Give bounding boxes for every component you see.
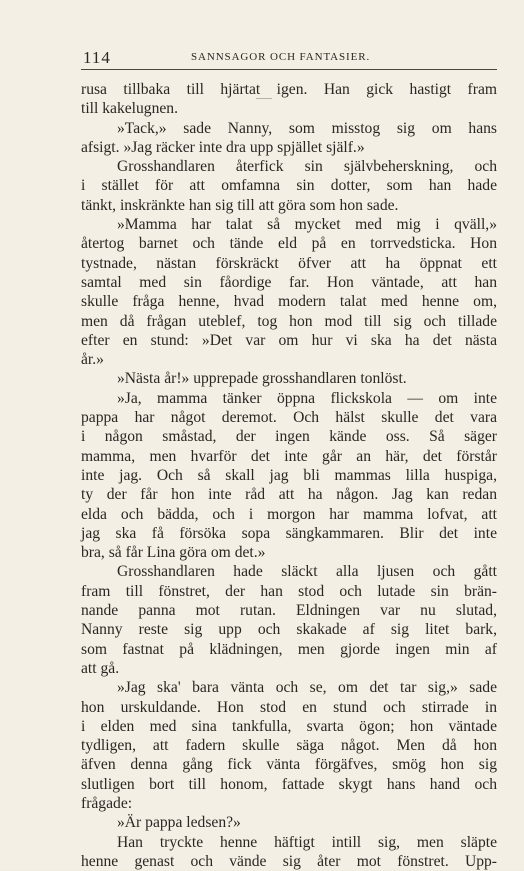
text-line: pappa har något deremot. Och hälst skulle det vara bbox=[81, 409, 497, 427]
text-line: skulle fråga henne, hvad modern talat med henne om, bbox=[81, 293, 497, 311]
header-rule bbox=[81, 69, 497, 70]
text-line: inte jag. Och så skall jag bli mammas lilla huspiga, bbox=[81, 466, 497, 484]
text-line: Han tryckte henne häftigt intill sig, men släpte bbox=[117, 833, 497, 851]
text-line: år.» bbox=[81, 351, 104, 369]
text-line: nande panna mot rutan. Eldningen var nu slutad, bbox=[81, 602, 497, 620]
text-line: samtal med sin fåordige far. Hon väntade, att han bbox=[81, 273, 497, 291]
text-line: till kakelugnen. bbox=[81, 100, 179, 118]
text-line: att gå. bbox=[81, 659, 120, 677]
text-line: i elden med sina tankfulla, svarta ögon; hon väntade bbox=[81, 717, 497, 735]
text-line: afsigt. »Jag räcker inte dra upp spjället själf.» bbox=[81, 138, 365, 156]
text-line: hon urskuldande. Hon stod en stund och stirrade in bbox=[81, 698, 497, 716]
text-line: »Mamma har talat så mycket med mig i qväll,» bbox=[117, 216, 497, 234]
text-line: Grosshandlaren hade släckt alla ljusen och gått bbox=[117, 563, 497, 581]
text-line: ty der får hon inte råd att ha någon. Jag kan redan bbox=[81, 486, 497, 504]
text-line: i stället för att omfamna sin dotter, som han hade bbox=[81, 177, 497, 195]
text-line: återtog barnet och tände eld på en torrvedsticka. Hon bbox=[81, 235, 497, 253]
text-line: Grosshandlaren återfick sin självbeherskning, och bbox=[117, 158, 497, 176]
text-line: bra, så får Lina göra om det.» bbox=[81, 544, 266, 562]
text-line: »Ja, mamma tänker öppna flickskola — om inte bbox=[117, 389, 497, 407]
text-line: rusa tillbaka till hjärtat igen. Han gick hastigt fram bbox=[81, 81, 497, 98]
text-line: tänkt, inskränkte han sig till att göra som hon sade. bbox=[81, 196, 399, 214]
text-line: »Nästa år!» upprepade grosshandlaren tonlöst. bbox=[117, 370, 407, 388]
text-line: äfven denna gång fick vänta förgäfves, smög hon sig bbox=[81, 756, 497, 774]
text-line: tystnade, nästan förskräckt öfver att ha öppnat ett bbox=[81, 254, 497, 272]
running-head bbox=[81, 48, 497, 68]
page-number: 114 bbox=[83, 48, 111, 67]
body-text bbox=[81, 80, 497, 871]
text-line: fram till fönstret, der han stod och lutade sin brän- bbox=[81, 582, 497, 600]
text-line: »Tack,» sade Nanny, som misstog sig om hans bbox=[117, 119, 497, 137]
text-line: Nanny reste sig upp och skakade af sig litet bark, bbox=[81, 621, 497, 639]
text-line: »Jag ska' bara vänta och se, om det tar sig,» sade bbox=[117, 679, 497, 697]
text-line: elda och bädda, och i morgon har mamma lofvat, att bbox=[81, 505, 497, 523]
text-line: i någon småstad, der ingen kände oss. Så säger bbox=[81, 428, 497, 446]
text-line: »Är pappa ledsen?» bbox=[117, 814, 241, 832]
text-line: henne genast och vände sig åter mot fönstret. Upp- bbox=[81, 852, 497, 870]
text-line: men då frågan uteblef, tog hon mod till sig och tillade bbox=[81, 312, 497, 330]
text-line: tydligen, att fadern skulle säga något. Men då hon bbox=[81, 737, 497, 755]
running-title: SANNSAGOR OCH FANTASIER. bbox=[191, 51, 371, 63]
text-line: slutligen bort till honom, fattade skygt hans hand och bbox=[81, 775, 497, 793]
text-line: frågade: bbox=[81, 794, 133, 812]
text-line: efter en stund: »Det var om hur vi ska ha det nästa bbox=[81, 331, 497, 349]
text-line: mamma, men hvarför det inte går an här, det förstår bbox=[81, 447, 497, 465]
text-line: jag ska få försöka sopa sängkammaren. Blir det inte bbox=[81, 524, 497, 542]
text-line: som fastnat på klädningen, men gjorde ingen min af bbox=[81, 640, 497, 658]
